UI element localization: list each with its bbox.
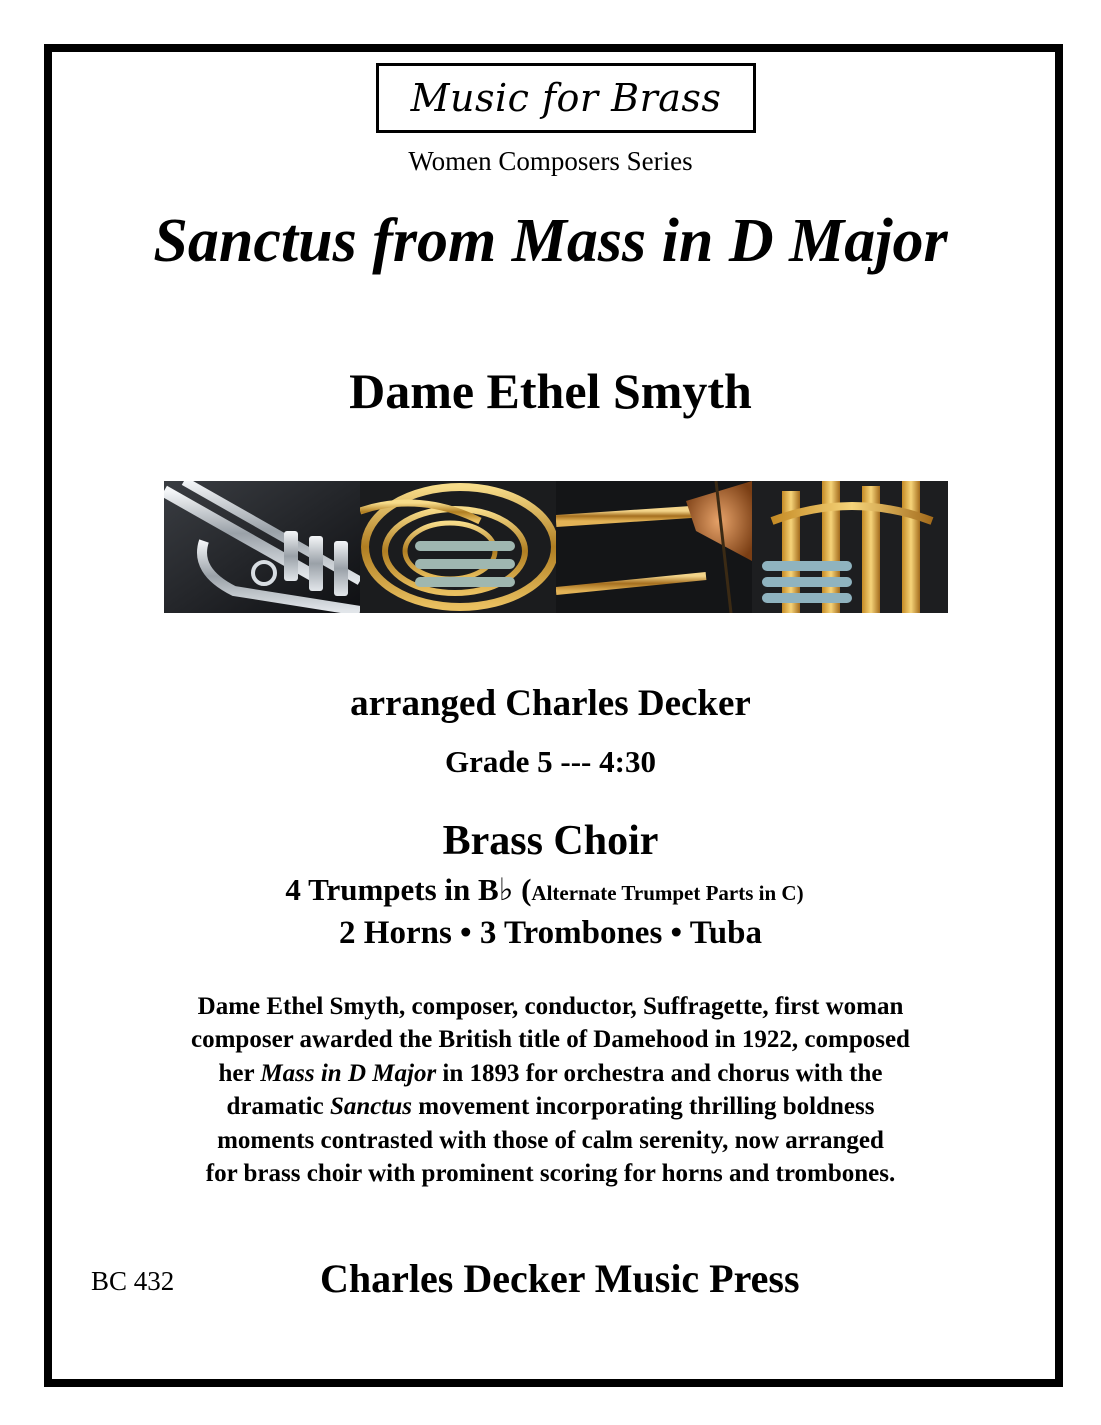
catalog-number: BC 432: [91, 1266, 175, 1296]
series-title-box: [376, 63, 756, 133]
description-text: her: [218, 1059, 261, 1087]
ensemble-type: Brass Choir: [442, 818, 659, 864]
description-line: for brass choir with prominent scoring for horns and trombones.: [205, 1160, 896, 1188]
other-instrumentation: 2 Horns • 3 Trombones • Tuba: [339, 915, 762, 951]
trombone-photo: [556, 481, 752, 613]
series-title: Music for Brass: [410, 76, 722, 120]
arranger-credit: arranged Charles Decker: [350, 683, 751, 724]
description-text: dramatic: [226, 1093, 330, 1121]
instrument-photo-strip: [164, 481, 948, 613]
piece-title: Sanctus from Mass in D Major: [153, 207, 948, 275]
description-line: [0, 1057, 1101, 1090]
trumpet-instrumentation: [0, 872, 1095, 908]
composer-name: Dame Ethel Smyth: [349, 363, 752, 419]
trumpets-label: 4 Trumpets in B♭ (: [285, 872, 532, 907]
trumpet-photo: [164, 481, 360, 613]
description-line: [0, 1090, 1101, 1123]
grade-duration: Grade 5 --- 4:30: [445, 744, 656, 779]
publisher-name: Charles Decker Music Press: [320, 1256, 800, 1301]
mass-title-italic: Mass in D Major: [260, 1059, 437, 1087]
subseries-label: Women Composers Series: [408, 146, 693, 176]
description-line: moments contrasted with those of calm serenity, now arranged: [217, 1126, 884, 1154]
trumpets-alternate-note: Alternate Trumpet Parts in C): [531, 881, 804, 905]
description-text: movement incorporating thrilling boldness: [411, 1093, 875, 1121]
description-text: in 1893 for orchestra and chorus with the: [436, 1059, 883, 1087]
tuba-photo: [752, 481, 948, 613]
description: [0, 990, 1101, 1190]
sanctus-italic: Sanctus: [329, 1093, 412, 1121]
horn-photo: [360, 481, 556, 613]
description-line: composer awarded the British title of Damehood in 1922, composed: [191, 1026, 910, 1054]
description-line: Dame Ethel Smyth, composer, conductor, Suffragette, first woman: [197, 993, 904, 1020]
